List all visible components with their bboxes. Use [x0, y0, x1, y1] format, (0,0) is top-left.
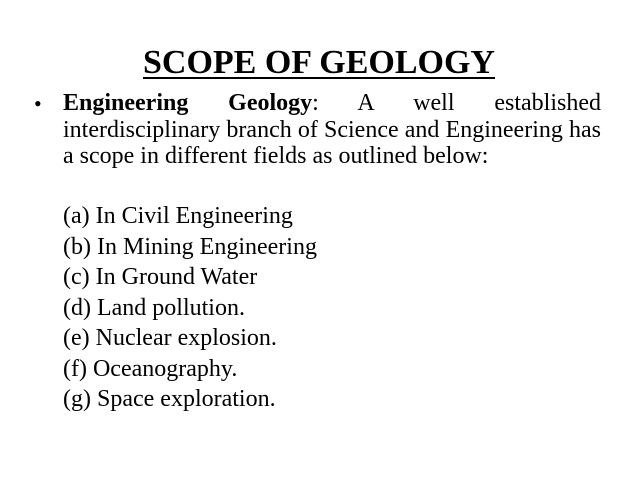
list-item: (a) In Civil Engineering — [63, 203, 293, 229]
list-item: (b) In Mining Engineering — [63, 233, 317, 260]
bullet-text: A well established interdisciplinary branch of Science and Engineering has a scope in different fields as outlined below: — [63, 90, 601, 169]
bullet-block — [34, 90, 601, 170]
slide-title: SCOPE OF GEOLOGY — [142, 44, 495, 81]
list-item: (e) Nuclear explosion. — [63, 325, 277, 351]
bullet-paragraph — [63, 90, 601, 170]
list-item: (g) Space exploration. — [63, 386, 276, 412]
bullet-marker: • — [34, 91, 42, 116]
bullet-term: Engineering Geology — [63, 90, 313, 116]
list-item: (d) Land pollution. — [63, 294, 245, 321]
list-item: (f) Oceanography. — [63, 355, 238, 382]
list-item: (c) In Ground Water — [63, 264, 258, 290]
scope-list — [63, 201, 317, 415]
bullet-separator: : — [312, 90, 319, 116]
